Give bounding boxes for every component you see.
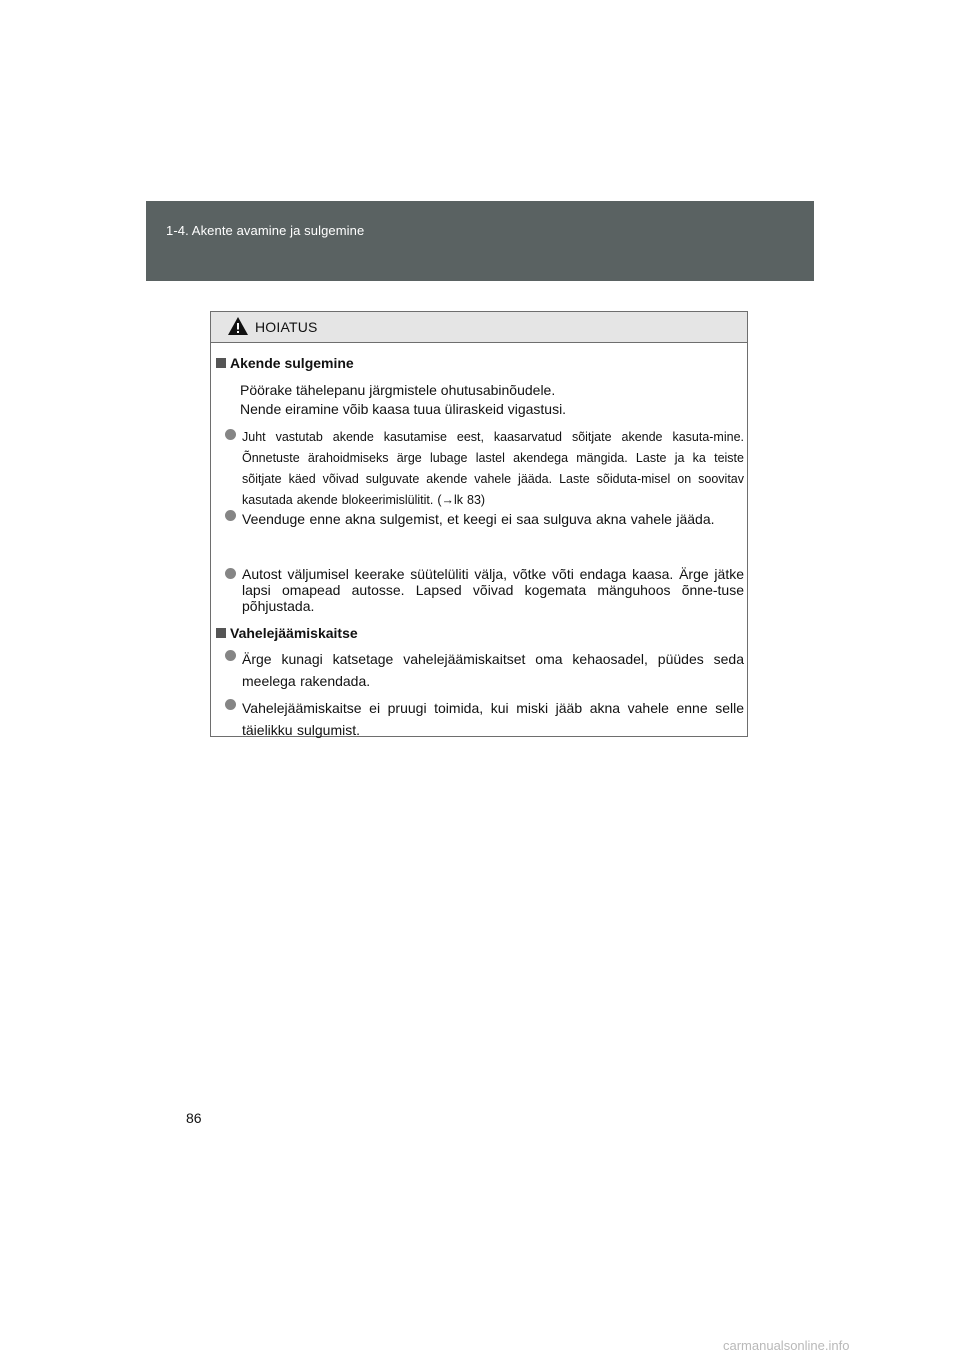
- warning-title: HOIATUS: [255, 319, 318, 335]
- bullet-dot-icon: [225, 650, 236, 661]
- bullet-dot-icon: [225, 510, 236, 521]
- section-heading-text: Akende sulgemine: [230, 355, 354, 371]
- warning-triangle-icon: [227, 316, 249, 336]
- section-heading: [216, 625, 358, 641]
- list-item: [225, 566, 744, 614]
- list-item: [225, 697, 744, 741]
- list-item-text: Vahelejäämiskaitse ei pruugi toimida, kui miski jääb akna vahele enne selle täielikku sulgumist.: [242, 700, 744, 738]
- list-item: [225, 648, 744, 692]
- square-bullet-icon: [216, 628, 226, 638]
- intro-line: Nende eiramine võib kaasa tuua üliraskeid vigastusi.: [240, 401, 567, 417]
- warning-header: [211, 312, 747, 343]
- list-item-text: Juht vastutab akende kasutamise eest, kaasarvatud sõitjate akende kasuta-mine. Õnnetuste ärahoidmiseks ärge lubage lastel akendega mängida. Laste ja ka teiste sõitjate käed võivad sulguvate akende vahele jääda. Laste sõiduta-misel on soovitav kasutada akende blokeerimislülitit. (→lk 83): [242, 430, 744, 507]
- square-bullet-icon: [216, 358, 226, 368]
- section-title: 1-4. Akente avamine ja sulgemine: [166, 223, 365, 238]
- intro-line: Pöörake tähelepanu järgmistele ohutusabinõudele.: [240, 382, 556, 398]
- bullet-dot-icon: [225, 699, 236, 710]
- bullet-dot-icon: [225, 429, 236, 440]
- warning-box: [210, 311, 748, 737]
- list-item-text: Autost väljumisel keerake süütelüliti välja, võtke võti endaga kaasa. Ärge jätke lapsi omapead autosse. Lapsed võivad kogemata mänguhoos õnne-tuse põhjustada.: [242, 566, 744, 614]
- list-item: [225, 508, 744, 530]
- list-item: [225, 427, 744, 511]
- watermark: carmanualsonline.info: [723, 1338, 850, 1353]
- bullet-dot-icon: [225, 568, 236, 579]
- section-heading: [216, 355, 354, 371]
- page-number: 86: [186, 1110, 202, 1126]
- list-item-text: Ärge kunagi katsetage vahelejäämiskaitset oma kehaosadel, püüdes seda meelega rakendada.: [242, 651, 744, 689]
- section-header-band: [146, 201, 814, 281]
- section-heading-text: Vahelejäämiskaitse: [230, 625, 358, 641]
- list-item-text: Veenduge enne akna sulgemist, et keegi ei saa sulguva akna vahele jääda.: [242, 511, 715, 527]
